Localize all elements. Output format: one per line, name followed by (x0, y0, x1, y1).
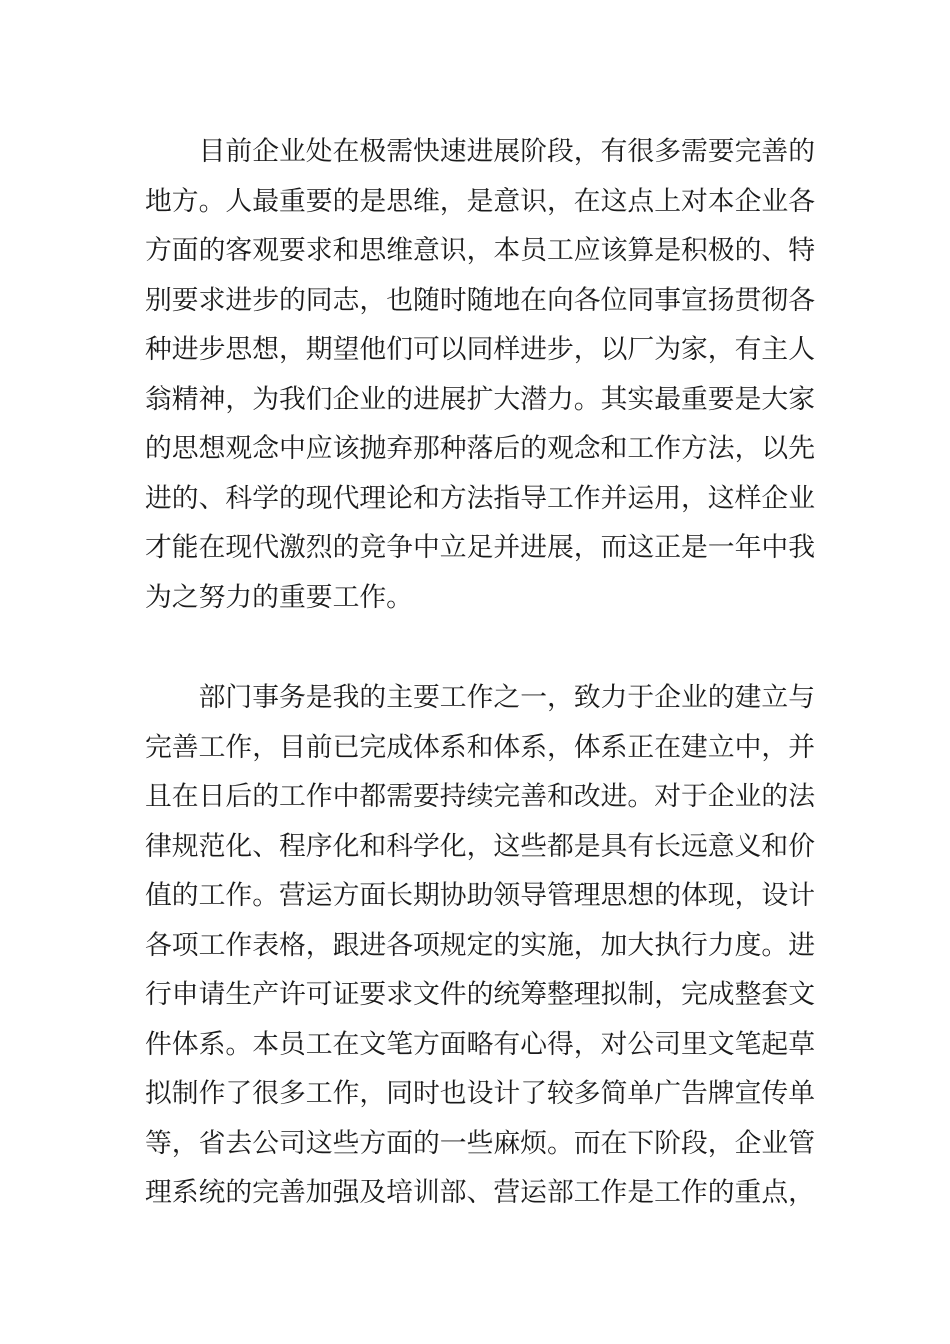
body-paragraph: 目前企业处在极需快速进展阶段，有很多需要完善的地方。人最重要的是思维，是意识，在这点上对本企业各方面的客观要求和思维意识，本员工应该算是积极的、特别要求进步的同志，也随时随地在向各位同事宣扬贯彻各种进步思想，期望他们可以同样进步，以厂为家，有主人翁精神，为我们企业的进展扩大潜力。其实最重要是大家的思想观念中应该抛弃那种落后的观念和工作方法，以先进的、科学的现代理论和方法指导工作并运用，这样企业才能在现代激烈的竞争中立足并进展，而这正是一年中我为之努力的重要工作。 (145, 136, 815, 613)
body-paragraph: 部门事务是我的主要工作之一，致力于企业的建立与完善工作，目前已完成体系和体系，体系正在建立中，并且在日后的工作中都需要持续完善和改进。对于企业的法律规范化、程序化和科学化，这些都是具有长远意义和价值的工作。营运方面长期协助领导管理思想的体现，设计各项工作表格，跟进各项规定的实施，加大执行力度。进行申请生产许可证要求文件的统筹整理拟制，完成整套文件体系。本员工在文笔方面略有心得，对公司里文笔起草拟制作了很多工作，同时也设计了较多简单广告牌宣传单等，省去公司这些方面的一些麻烦。而在下阶段，企业管理系统的完善加强及培训部、营运部工作是工作的重点， (145, 682, 815, 1208)
